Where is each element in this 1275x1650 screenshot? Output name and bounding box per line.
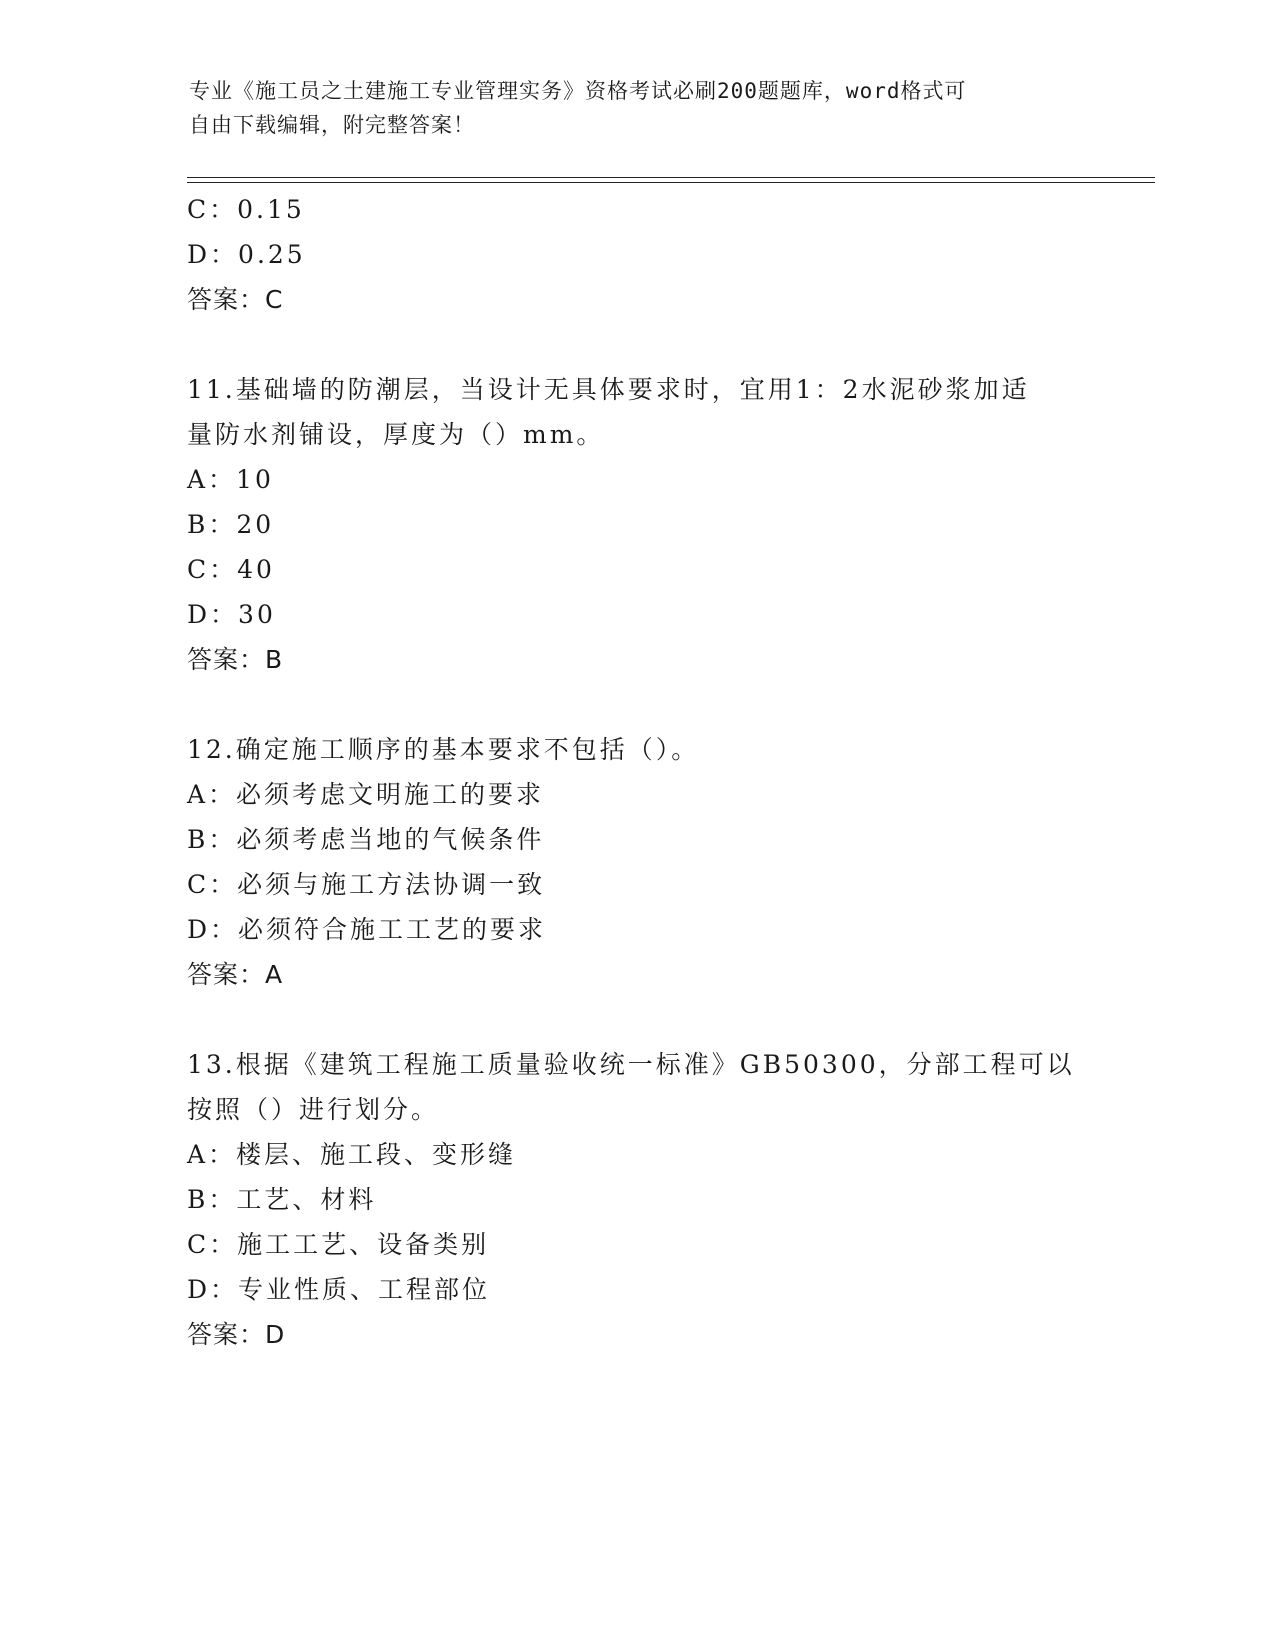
header-line-2: 自由下载编辑，附完整答案！ [189,113,475,137]
option-d: D：0.25 [187,240,306,269]
question-11-option-a: A：10 [187,465,274,494]
question-11-option-c: C：40 [187,555,275,584]
header-divider-bottom [187,182,1155,183]
document-header [189,74,1069,142]
question-11-option-d: D：30 [187,600,276,629]
header-divider-top [187,177,1155,178]
question-11-option-b: B：20 [187,510,275,539]
question-11-answer: 答案：B [187,645,284,674]
question-13-option-c: C：施工工艺、设备类别 [187,1230,490,1259]
question-12-option-b: B：必须考虑当地的气候条件 [187,825,545,854]
question-12-option-a: A：必须考虑文明施工的要求 [187,780,545,809]
question-13-stem-line-1: 13.根据《建筑工程施工质量验收统一标准》GB50300，分部工程可以 [187,1050,1075,1079]
question-13-option-b: B：工艺、材料 [187,1185,377,1214]
question-13-option-d: D：专业性质、工程部位 [187,1275,491,1304]
header-line-1: 专业《施工员之土建施工专业管理实务》资格考试必刷200题题库，word格式可 [189,79,967,103]
question-11-stem-line-2: 量防水剂铺设，厚度为（）mm。 [187,420,605,449]
question-12-option-c: C：必须与施工方法协调一致 [187,870,546,899]
question-12-stem-line-1: 12.确定施工顺序的基本要求不包括（）。 [187,735,700,764]
question-13-option-a: A：楼层、施工段、变形缝 [187,1140,517,1169]
answer-line: 答案：C [187,285,284,314]
question-13-answer: 答案：D [187,1320,286,1349]
question-11-stem-line-1: 11.基础墙的防潮层，当设计无具体要求时，宜用1：2水泥砂浆加适 [187,375,1030,404]
question-12-answer: 答案：A [187,960,284,989]
question-12-option-d: D：必须符合施工工艺的要求 [187,915,547,944]
question-13-stem-line-2: 按照（）进行划分。 [187,1095,440,1124]
option-c: C：0.15 [187,195,305,224]
